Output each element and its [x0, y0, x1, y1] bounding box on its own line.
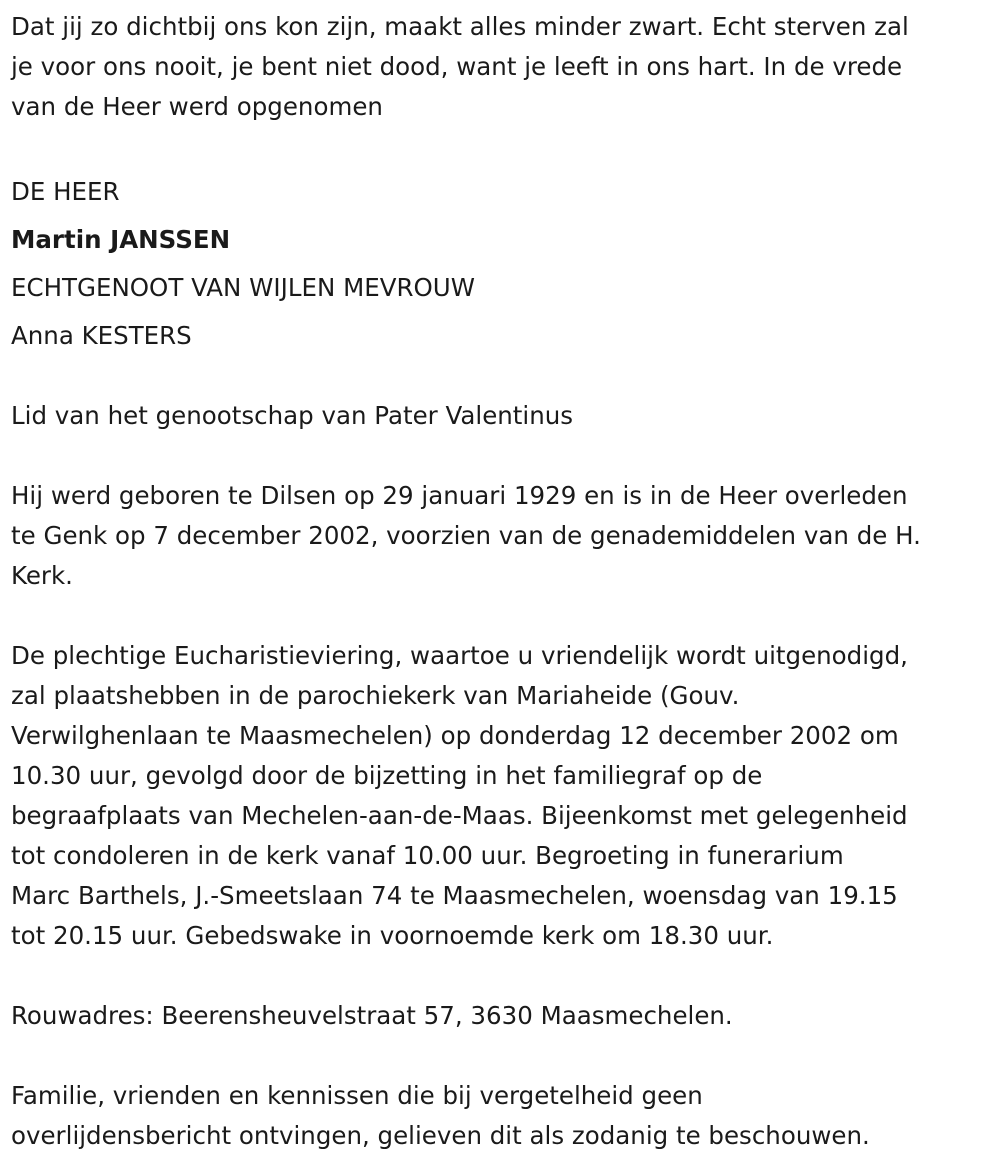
birth-death-line: te Genk op 7 december 2002, voorzien van de genademiddelen van de H.: [11, 521, 921, 550]
intro-line: je voor ons nooit, je bent niet dood, want je leeft in ons hart. In de vrede: [11, 52, 903, 81]
service-line: tot condoleren in de kerk vanaf 10.00 uur. Begroeting in funerarium: [11, 841, 844, 870]
membership-paragraph: [11, 396, 996, 436]
closing-line: Familie, vrienden en kennissen die bij vergetelheid geen: [11, 1081, 703, 1110]
service-line: De plechtige Eucharistieviering, waartoe u vriendelijk wordt uitgenodigd,: [11, 641, 908, 670]
closing-line: overlijdensbericht ontvingen, gelieven dit als zodanig te beschouwen.: [11, 1121, 870, 1150]
birth-death-paragraph: [11, 476, 996, 596]
service-line: begraafplaats van Mechelen-aan-de-Maas. Bijeenkomst met gelegenheid: [11, 801, 908, 830]
deceased-title: DE HEER: [11, 177, 120, 206]
address-paragraph: [11, 996, 996, 1036]
intro-line: van de Heer werd opgenomen: [11, 92, 383, 121]
service-line: Marc Barthels, J.-Smeetslaan 74 te Maasmechelen, woensdag van 19.15: [11, 881, 898, 910]
birth-death-line: Kerk.: [11, 561, 73, 590]
closing-paragraph: [11, 1076, 996, 1156]
deceased-relation: ECHTGENOOT VAN WIJLEN MEVROUW: [11, 273, 475, 302]
membership-text: Lid van het genootschap van Pater Valentinus: [11, 401, 574, 430]
intro-line: Dat jij zo dichtbij ons kon zijn, maakt alles minder zwart. Echt sterven zal: [11, 12, 909, 41]
service-line: Verwilghenlaan te Maasmechelen) op donderdag 12 december 2002 om: [11, 721, 899, 750]
service-line: 10.30 uur, gevolgd door de bijzetting in het familiegraf op de: [11, 761, 763, 790]
service-line: zal plaatshebben in de parochiekerk van Mariaheide (Gouv.: [11, 681, 740, 710]
deceased-name: Martin JANSSEN: [11, 225, 231, 254]
service-line: tot 20.15 uur. Gebedswake in voornoemde kerk om 18.30 uur.: [11, 921, 774, 950]
service-paragraph: [11, 636, 996, 956]
mourning-address: Rouwadres: Beerensheuvelstraat 57, 3630 Maasmechelen.: [11, 1001, 733, 1030]
spouse-name: Anna KESTERS: [11, 321, 192, 350]
intro-paragraph: [11, 7, 996, 127]
birth-death-line: Hij werd geboren te Dilsen op 29 januari 1929 en is in de Heer overleden: [11, 481, 908, 510]
deceased-block: [11, 168, 1000, 360]
